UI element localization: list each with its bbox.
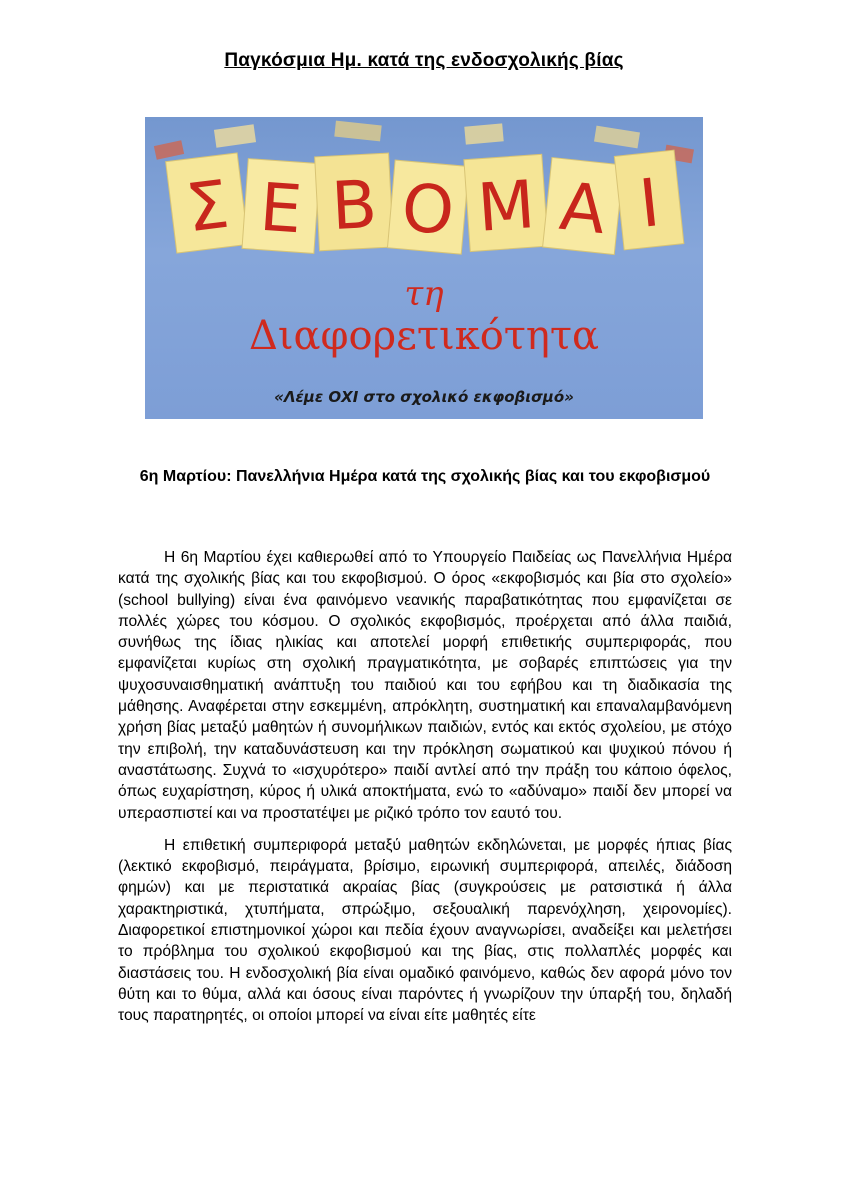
tile-letter: Μ: [475, 166, 538, 247]
tile-letter: Ε: [257, 168, 305, 249]
letter-tiles: [166, 150, 684, 254]
letter-tile: [166, 153, 249, 253]
paragraph: Η επιθετική συμπεριφορά μεταξύ μαθητών εκδηλώνεται, με μορφές ήπιας βίας (λεκτικό εκφοβισμό, πειράγματα, βρίσιμο, ειρωνική συμπεριφορά, απειλές, διάδοση φημών) και με περιστατικά ακραίας βίας (συγκρούσεις με ρατσιστικά ή άλλα χαρακτηριστικά, χτυπήματα, σπρώξιμο, σεξουαλική παρενόχληση, χειρονομίες). Διαφορετικοί επιστημονικοί χώροι και πεδία έχουν αναγνωρίσει, αναδείξει και μελετήσει το πρόβλημα του σχολικού εκφοβισμού και της βίας, στις πολλαπλές μορφές και διαστάσεις του. Η ενδοσχολική βία είναι ομαδικό φαινόμενο, καθώς δεν αφορά μόνο τον θύτη και το θύμα, αλλά και όσους είναι παρόντες ή γνωρίζουν την ύπαρξή του, δηλαδή τους παρατηρητές, οι οποίοι μπορεί να είναι είτε μαθητές είτε: [118, 836, 732, 1025]
letter-tile: [464, 154, 548, 251]
tile-letter: Β: [329, 165, 379, 246]
document-title: Παγκόσμια Ημ. κατά της ενδοσχολικής βίας: [224, 50, 624, 71]
banner-image: [145, 117, 703, 419]
banner-line-1: τη: [404, 274, 444, 314]
tile-letter: Ο: [398, 168, 458, 251]
paragraph: Η 6η Μαρτίου έχει καθιερωθεί από το Υπουργείο Παιδείας ως Πανελλήνια Ημέρα κατά της σχολικής βίας και του εκφοβισμού. Ο όρος «εκφοβισμός και βία στο σχολείο» (school bullying) είναι ένα φαινόμενο νεανικής παραβατικότητας που εμφανίζεται σε πολλές χώρες του κόσμου. Ο σχολικός εκφοβισμός, προέρχεται από άλλα παιδιά, συνήθως της ίδιας ηλικίας και αποτελεί μορφή επιθετικής συμπεριφοράς, που εμφανίζεται κυρίως στη σχολική πραγματικότητα, με σοβαρές επιπτώσεις για την ψυχοσυναισθηματική ανάπτυξη του παιδιού και του εφήβου και τη διαδικασία της μάθησης. Αναφέρεται στην εσκεμμένη, απρόκλητη, συστηματική και επαναλαμβανόμενη χρήση βίας μεταξύ μαθητών ή συνομήλικων παιδιών, εντός και εκτός σχολείου, με στόχο την επιβολή, την καταδυνάστευση και την πρόκληση σωματικού και ψυχικού πόνου ή αναστάτωσης. Συχνά το «ισχυρότερο» παιδί αντλεί από την πράξη του κάποιο όφελος, όπως ευχαρίστηση, κύρος ή υλικά αποκτήματα, ενώ το «αδύναμο» παιδί δεν μπορεί να υπερασπιστεί και να προστατέψει με ριζικό τρόπο τον εαυτό του.: [118, 549, 732, 822]
tile-letter: Σ: [182, 165, 233, 248]
section-subheading: 6η Μαρτίου: Πανελλήνια Ημέρα κατά της σχολικής βίας και του εκφοβισμού: [139, 468, 711, 485]
letter-tile: [315, 153, 394, 251]
letter-tile: [614, 150, 683, 250]
body-text: [118, 547, 732, 1038]
letter-tile: [543, 157, 624, 254]
banner-graphic: [145, 117, 703, 419]
banner-line-2: Διαφορετικότητα: [248, 313, 600, 359]
banner-slogan: «Λέμε ΟΧΙ στο σχολικό εκφοβισμό»: [274, 388, 574, 406]
tile-letter: Α: [556, 167, 610, 250]
tile-letter: Ι: [635, 164, 664, 243]
letter-tile: [387, 160, 468, 254]
letter-tile: [242, 159, 320, 254]
